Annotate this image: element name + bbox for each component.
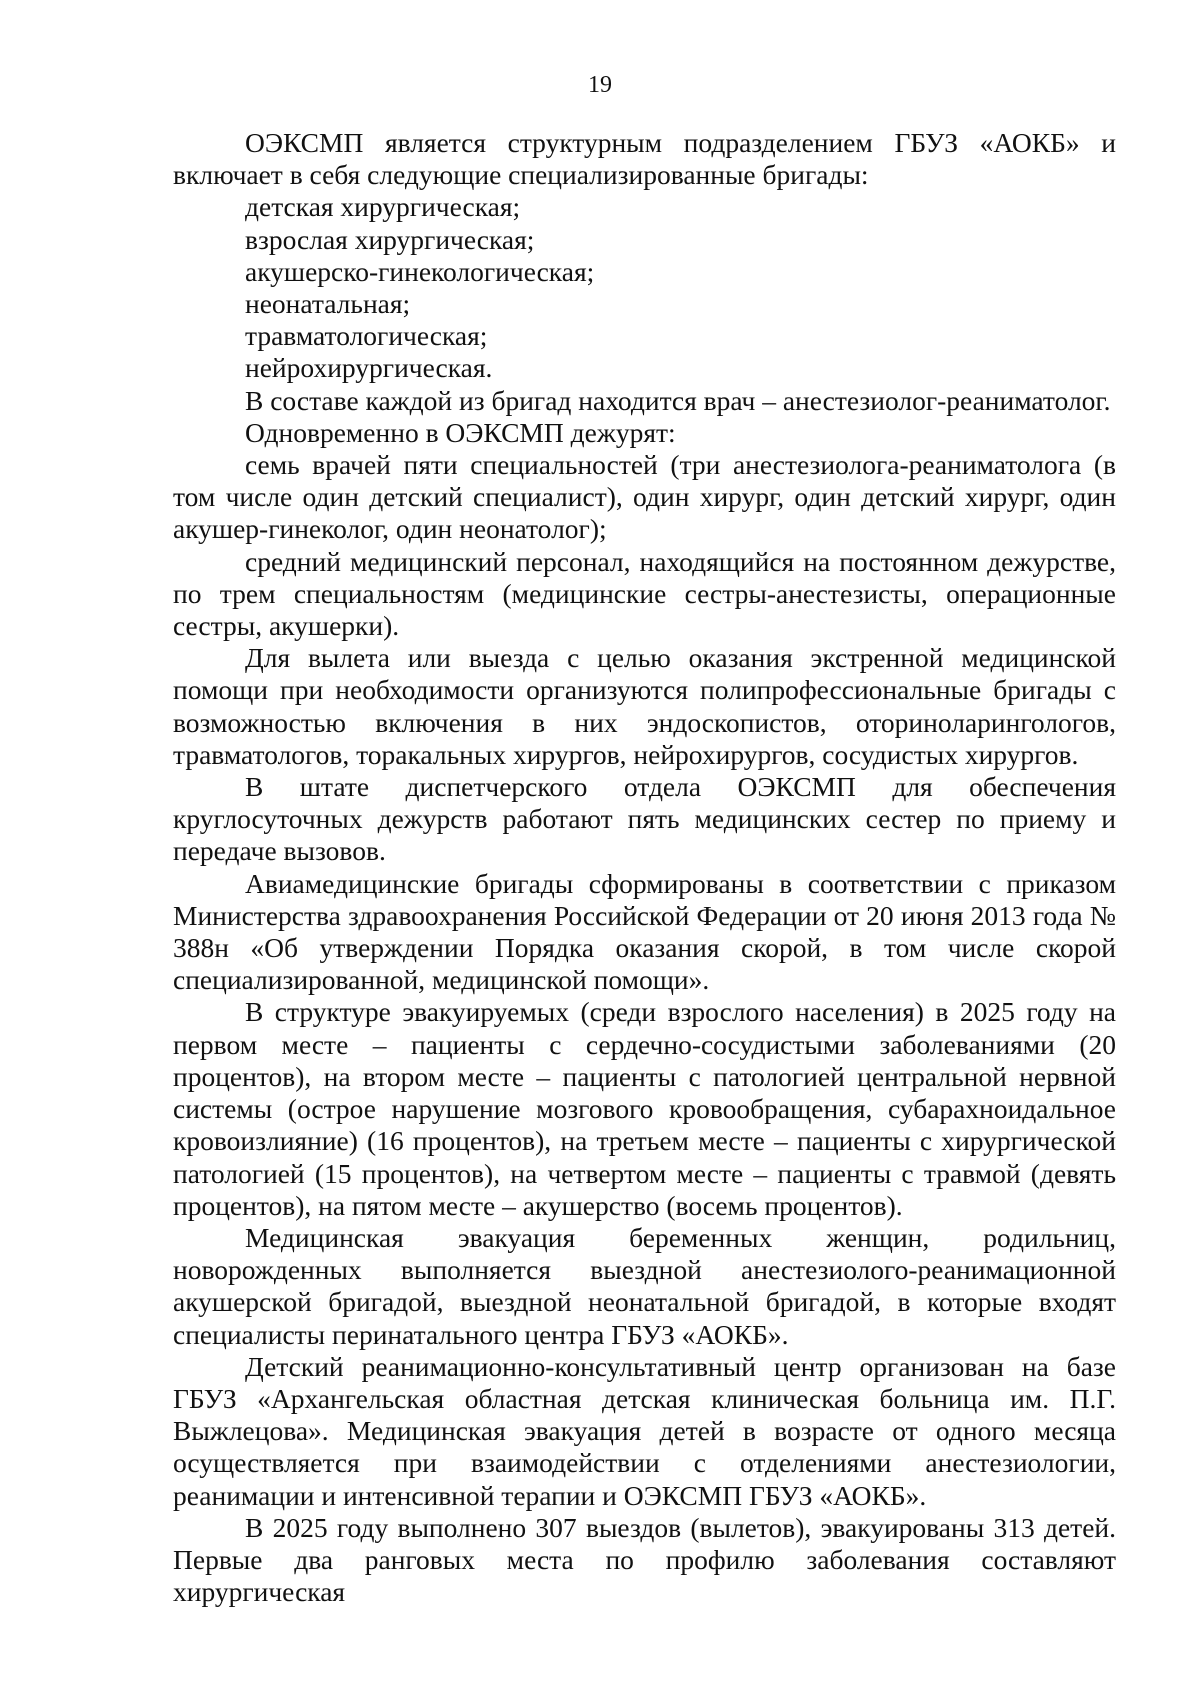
list-item: детская хирургическая; xyxy=(245,191,521,223)
paragraph: семь врачей пяти специальностей (три анестезиолога-реаниматолога (в том числе один детский специалист), один хирург, один детский хирург, один акушер-гинеколог, один неонатолог); xyxy=(173,449,1116,545)
intro-paragraph: ОЭКСМП является структурным подразделением ГБУЗ «АОКБ» и включает в себя следующие специализированные бригады: xyxy=(173,127,1116,191)
brigades-list xyxy=(173,191,1116,384)
paragraph: Детский реанимационно-консультативный центр организован на базе ГБУЗ «Архангельская областная детская клиническая больница им. П.Г. Выжлецова». Медицинская эвакуация детей в возрасте от одного месяца осуществляется при взаимодействии с отделениями анестезиологии, реанимации и интенсивной терапии и ОЭКСМП ГБУЗ «АОКБ». xyxy=(173,1350,1116,1511)
paragraph: В штате диспетчерского отдела ОЭКСМП для обеспечения круглосуточных дежурств работают пять медицинских сестер по приему и передаче вызовов. xyxy=(173,771,1116,867)
list-item: травматологическая; xyxy=(245,320,488,352)
paragraph: В составе каждой из бригад находится врач – анестезиолог-реаниматолог. xyxy=(245,384,1111,416)
paragraph: Для вылета или выезда с целью оказания экстренной медицинской помощи при необходимости организуются полипрофессиональные бригады с возможностью включения в них эндоскопистов, оториноларингологов, травматологов, торакальных хирургов, нейрохирургов, сосудистых хирургов. xyxy=(173,642,1116,770)
paragraph: Одновременно в ОЭКСМП дежурят: xyxy=(245,416,676,448)
page-number: 19 xyxy=(588,72,612,98)
document-body xyxy=(173,127,1116,1608)
paragraph: В структуре эвакуируемых (среди взрослого населения) в 2025 году на первом месте – пациенты с сердечно-сосудистыми заболеваниями (20 процентов), на втором месте – пациенты с патологией центральной нервной системы (острое нарушение мозгового кровообращения, субарахноидальное кровоизлияние) (16 процентов), на третьем месте – пациенты с хирургической патологией (15 процентов), на четвертом месте – пациенты с травмой (девять процентов), на пятом месте – акушерство (восемь процентов). xyxy=(173,996,1116,1221)
paragraph: средний медицинский персонал, находящийся на постоянном дежурстве, по трем специальностям (медицинские сестры-анестезисты, операционные сестры, акушерки). xyxy=(173,545,1116,642)
list-item: акушерско-гинекологическая; xyxy=(245,255,595,287)
list-item: нейрохирургическая. xyxy=(245,352,493,384)
paragraph: В 2025 году выполнено 307 выездов (вылетов), эвакуированы 313 детей. Первые два ранговых места по профилю заболевания составляют хирургическая xyxy=(173,1511,1116,1608)
list-item: взрослая хирургическая; xyxy=(245,223,535,255)
list-item: неонатальная; xyxy=(245,288,411,320)
paragraph: Авиамедицинские бригады сформированы в соответствии с приказом Министерства здравоохранения Российской Федерации от 20 июня 2013 года № 388н «Об утверждении Порядка оказания скорой, в том числе скорой специализированной, медицинской помощи». xyxy=(173,867,1116,996)
paragraph: Медицинская эвакуация беременных женщин, родильниц, новорожденных выполняется выездной анестезиолого-реанимационной акушерской бригадой, выездной неонатальной бригадой, в которые входят специалисты перинатального центра ГБУЗ «АОКБ». xyxy=(173,1221,1116,1350)
